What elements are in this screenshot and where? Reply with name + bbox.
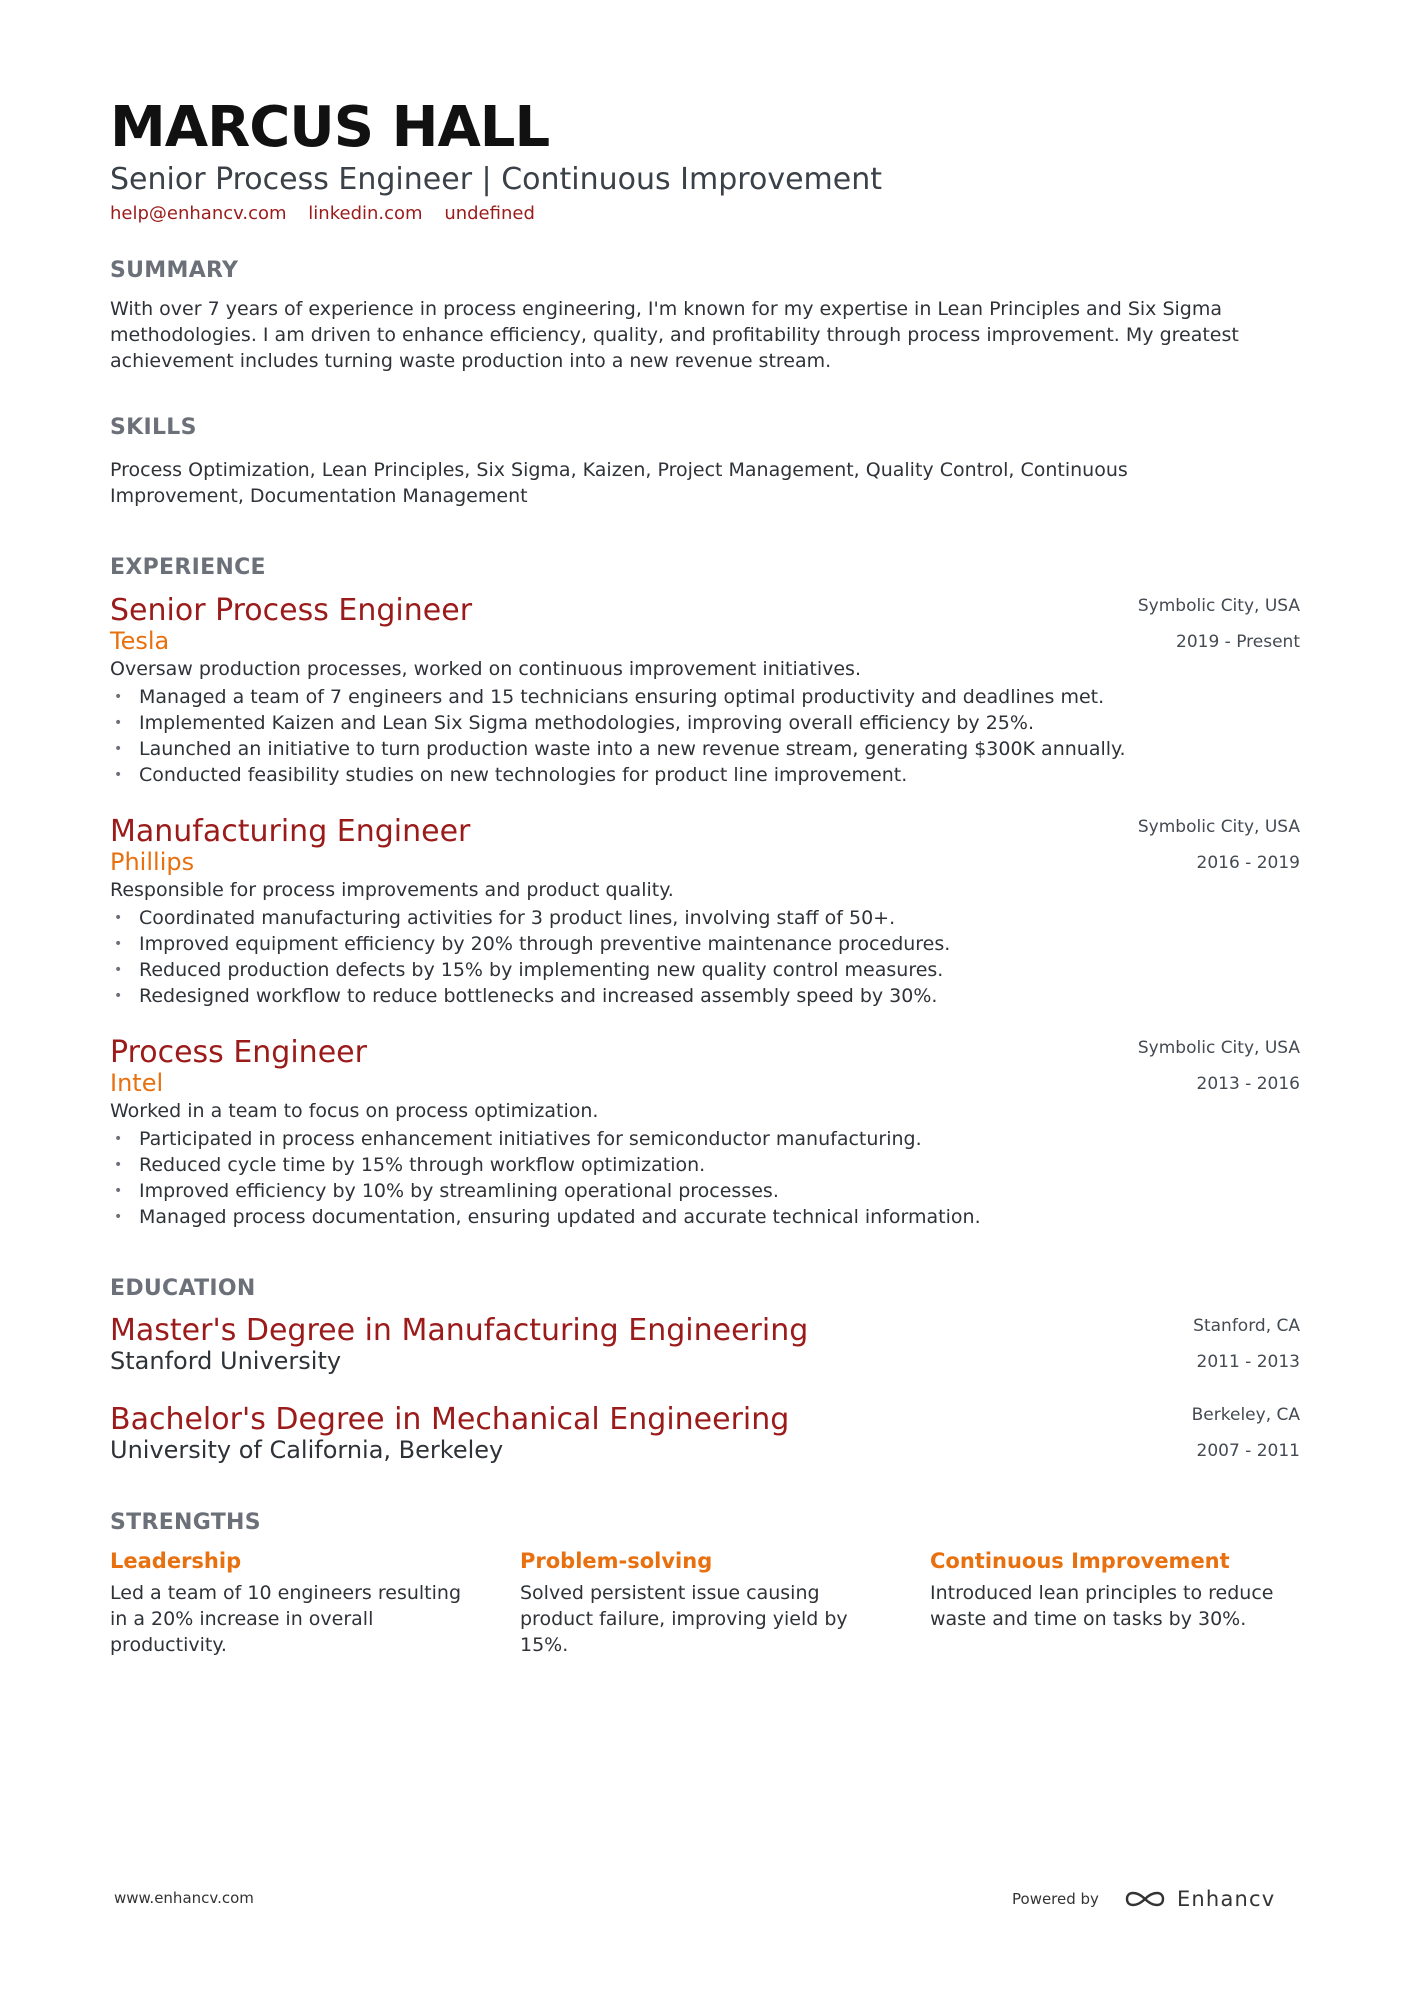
bullet-glyph: • [114, 1209, 123, 1225]
bullet-glyph: • [114, 689, 123, 705]
job-title: Manufacturing Engineer [110, 814, 471, 849]
enhancv-logo-icon [1123, 1886, 1167, 1912]
job-dates: 2016 - 2019 [1196, 853, 1300, 873]
bullet-glyph: • [114, 936, 123, 952]
company-name: Tesla [110, 627, 170, 655]
summary-text: With over 7 years of experience in process engineering, I'm known for my expertise in Lean Principles and Six Sigma methodologies. I am driven to enhance efficiency, quality, and profitability through process improvement. My greatest achievement includes turning waste production into a new revenue stream. [110, 298, 1239, 372]
summary-section-title: SUMMARY [110, 258, 239, 283]
job-bullet: • Improved efficiency by 10% by streamlining operational processes. [114, 1180, 779, 1202]
job-dates: 2013 - 2016 [1196, 1074, 1300, 1094]
skills-text: Process Optimization, Lean Principles, Six Sigma, Kaizen, Project Management, Quality Control, Continuous Improvement, Documentation Management [110, 459, 1128, 507]
strength-item [930, 1546, 1300, 1632]
company-name: Phillips [110, 848, 195, 876]
job-bullets [110, 905, 1300, 1009]
bullet-glyph: • [114, 715, 123, 731]
bullet-glyph: • [114, 741, 123, 757]
degree-title: Master's Degree in Manufacturing Engineering [110, 1313, 809, 1348]
job-location: Symbolic City, USA [1137, 596, 1300, 616]
education-section-title: EDUCATION [110, 1276, 256, 1301]
powered-by-label: Powered by [1012, 1890, 1099, 1908]
skills-section-title: SKILLS [110, 415, 197, 440]
contact-list [110, 202, 551, 226]
strength-item [520, 1546, 890, 1658]
strength-item [110, 1546, 480, 1658]
job-description: Oversaw production processes, worked on continuous improvement initiatives. [110, 658, 861, 680]
job-bullet: • Participated in process enhancement initiatives for semiconductor manufacturing. [114, 1128, 922, 1150]
job-title: Senior Process Engineer [110, 593, 473, 628]
bullet-glyph: • [114, 910, 123, 926]
enhancv-brand-name[interactable]: Enhancv [1176, 1887, 1276, 1911]
job-location: Symbolic City, USA [1137, 1038, 1300, 1058]
strength-description: Led a team of 10 engineers resulting in a 20% increase in overall productivity. [110, 1582, 461, 1656]
company-name: Intel [110, 1069, 164, 1097]
bullet-glyph: • [114, 1183, 123, 1199]
job-title: Process Engineer [110, 1035, 367, 1070]
job-bullet: • Implemented Kaizen and Lean Six Sigma methodologies, improving overall efficiency by 25%. [114, 712, 1034, 734]
education-dates: 2007 - 2011 [1196, 1441, 1300, 1461]
job-bullet: • Conducted feasibility studies on new technologies for product line improvement. [114, 764, 908, 786]
school-location: Stanford, CA [1193, 1316, 1300, 1336]
job-bullets [110, 684, 1300, 788]
school-location: Berkeley, CA [1191, 1405, 1300, 1425]
job-bullet: • Coordinated manufacturing activities for 3 product lines, involving staff of 50+. [114, 907, 896, 929]
footer-branding [1012, 1884, 1275, 1914]
bullet-glyph: • [114, 1157, 123, 1173]
contact-email[interactable]: help@enhancv.com [110, 203, 287, 224]
experience-section-title: EXPERIENCE [110, 555, 266, 580]
job-bullet: • Improved equipment efficiency by 20% through preventive maintenance procedures. [114, 933, 951, 955]
strength-title: Continuous Improvement [930, 1549, 1230, 1573]
contact-linkedin[interactable]: linkedin.com [308, 203, 423, 224]
job-description: Responsible for process improvements and product quality. [110, 879, 674, 901]
strengths-section-title: STRENGTHS [110, 1510, 261, 1535]
job-bullet: • Reduced cycle time by 15% through workflow optimization. [114, 1154, 706, 1176]
job-bullets [110, 1126, 1300, 1230]
degree-title: Bachelor's Degree in Mechanical Engineering [110, 1402, 790, 1437]
footer-website[interactable]: www.enhancv.com [114, 1889, 254, 1907]
bullet-glyph: • [114, 767, 123, 783]
job-bullet: • Managed a team of 7 engineers and 15 technicians ensuring optimal productivity and deadlines met. [114, 686, 1105, 708]
job-bullet: • Reduced production defects by 15% by implementing new quality control measures. [114, 959, 944, 981]
job-location: Symbolic City, USA [1137, 817, 1300, 837]
job-bullet: • Redesigned workflow to reduce bottlenecks and increased assembly speed by 30%. [114, 985, 938, 1007]
school-name: Stanford University [110, 1347, 342, 1375]
bullet-glyph: • [114, 1131, 123, 1147]
strength-description: Introduced lean principles to reduce waste and time on tasks by 30%. [930, 1582, 1274, 1630]
job-dates: 2019 - Present [1176, 632, 1300, 652]
bullet-glyph: • [114, 962, 123, 978]
candidate-headline: Senior Process Engineer | Continuous Improvement [110, 162, 882, 197]
strength-title: Leadership [110, 1549, 242, 1573]
strength-title: Problem-solving [520, 1549, 713, 1573]
job-bullet: • Managed process documentation, ensuring updated and accurate technical information. [114, 1206, 981, 1228]
candidate-name: MARCUS HALL [110, 95, 550, 160]
job-bullet: • Launched an initiative to turn production waste into a new revenue stream, generating $300K annually. [114, 738, 1126, 760]
education-dates: 2011 - 2013 [1196, 1352, 1300, 1372]
job-description: Worked in a team to focus on process optimization. [110, 1100, 599, 1122]
strength-description: Solved persistent issue causing product failure, improving yield by 15%. [520, 1582, 848, 1656]
school-name: University of California, Berkeley [110, 1436, 504, 1464]
contact-extra[interactable]: undefined [444, 203, 535, 224]
bullet-glyph: • [114, 988, 123, 1004]
